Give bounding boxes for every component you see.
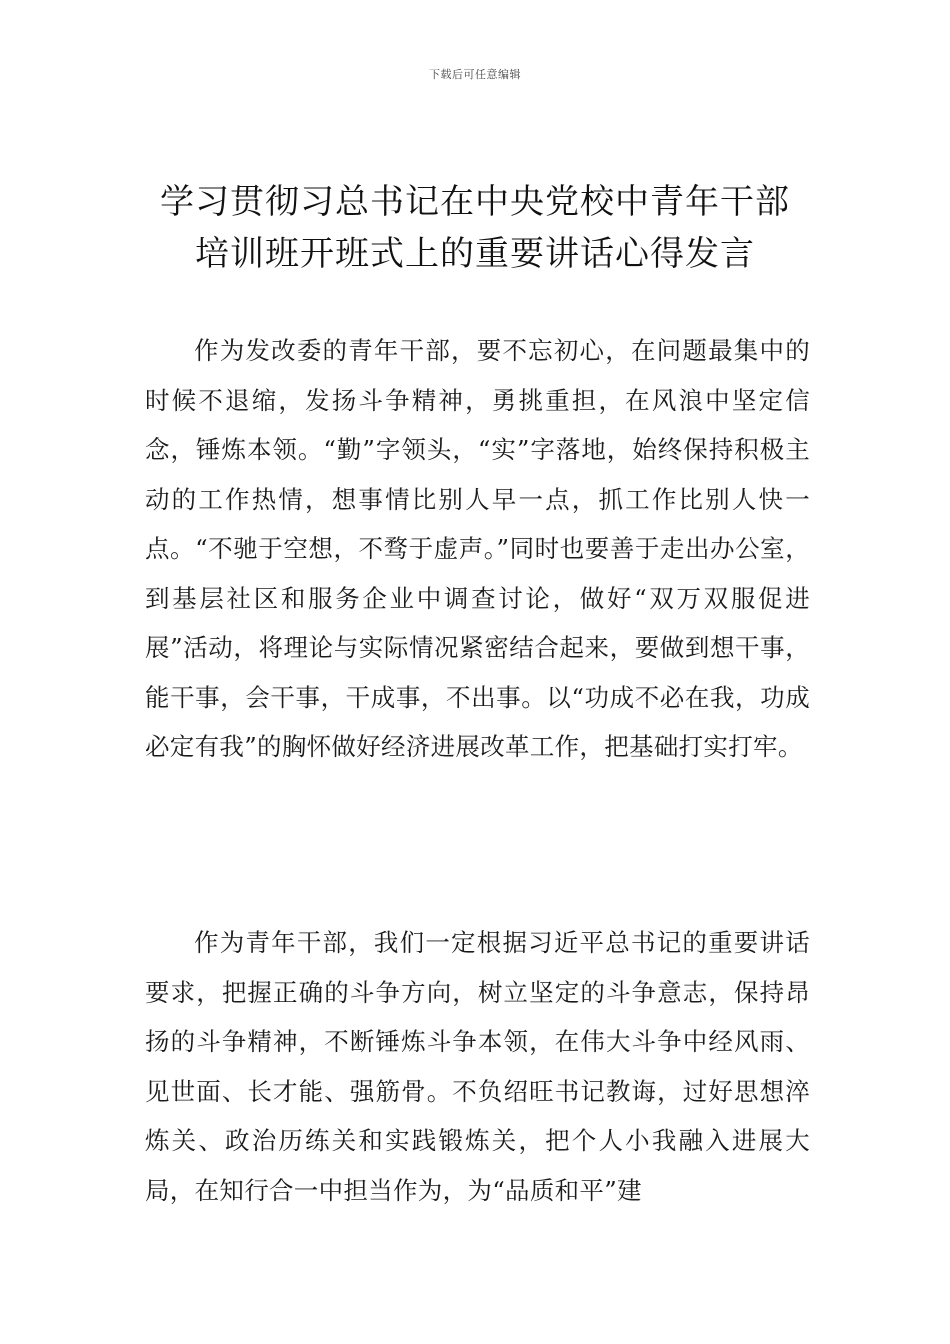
document-title [100,176,850,280]
header-note: 下载后可任意编辑 [429,68,521,81]
title-line-1: 学习贯彻习总书记在中央党校中青年干部 [160,182,790,222]
paragraph-2: 作为青年干部，我们一定根据习近平总书记的重要讲话要求，把握正确的斗争方向，树立坚定的斗争意志，保持昂扬的斗争精神，不断锤炼斗争本领，在伟大斗争中经风雨、见世面、长才能、强筋骨。不负绍旺书记教诲，过好思想淬炼关、政治历练关和实践锻炼关，把个人小我融入进展大局，在知行合一中担当作为，为“品质和平”建 [145,928,810,1205]
title-line-2: 培训班开班式上的重要讲话心得发言 [195,234,755,274]
paragraph-1: 作为发改委的青年干部，要不忘初心，在问题最集中的时候不退缩，发扬斗争精神，勇挑重担，在风浪中坚定信念，锤炼本领。“勤”字领头，“实”字落地，始终保持积极主动的工作热情，想事情比别人早一点，抓工作比别人快一点。“不驰于空想，不骛于虚声。”同时也要善于走出办公室，到基层社区和服务企业中调查讨论，做好“双万双服促进展”活动，将理论与实际情况紧密结合起来，要做到想干事，能干事，会干事，干成事，不出事。以“功成不必在我，功成必定有我”的胸怀做好经济进展改革工作，把基础打实打牢。 [145,336,810,761]
